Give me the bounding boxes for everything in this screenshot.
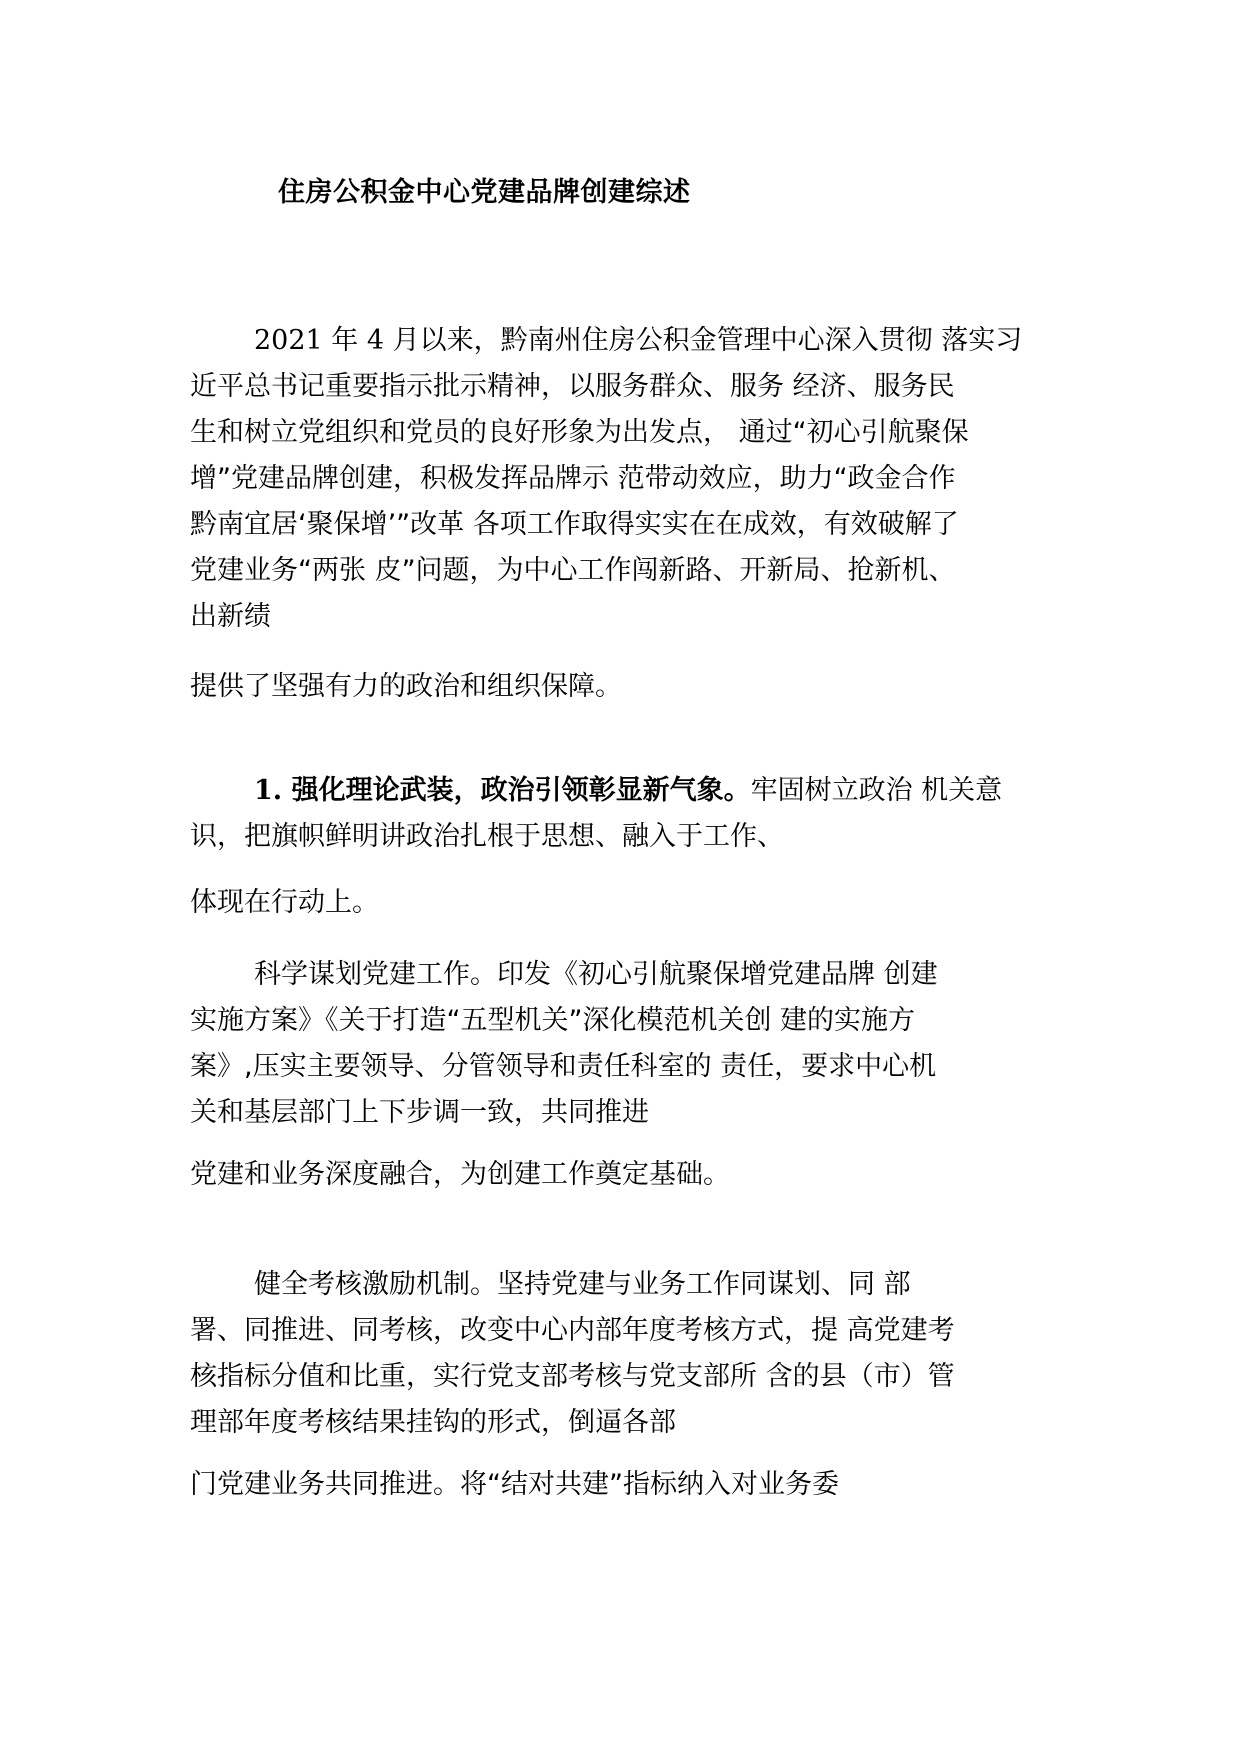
paragraph-line: 案》,压实主要领导、分管领导和责任科室的 责任，要求中心机 [190, 1051, 937, 1082]
plan-paragraph [190, 952, 1070, 1136]
year-text: 2021 [254, 325, 323, 356]
paragraph-line: 增”党建品牌创建，积极发挥品牌示 范带动效应，助力“政金合作 [190, 463, 956, 494]
plan-tail [190, 1152, 1070, 1198]
section-1-paragraph [190, 768, 1070, 860]
paragraph-text: 牢固树立政治 机关意 [750, 775, 1003, 806]
paragraph-line: 科学谋划党建工作。印发《初心引航聚保增党建品牌 创建 [254, 959, 938, 990]
document-title: 住房公积金中心党建品牌创建综述 [278, 177, 691, 208]
paragraph-line: 黔南宜居‘聚保增’”改革 各项工作取得实实在在成效，有效破解了 [190, 509, 959, 540]
assessment-tail [190, 1462, 1070, 1508]
intro-tail [190, 664, 1070, 710]
year-suffix: 年 [322, 325, 367, 356]
paragraph-line [190, 318, 1070, 364]
paragraph-line: 党建业务“两张 皮”问题，为中心工作闯新路、开新局、抢新机、 [190, 555, 956, 586]
assessment-paragraph [190, 1262, 1070, 1446]
paragraph-line: 实施方案》《关于打造“五型机关”深化模范机关创 建的实施方 [190, 1005, 916, 1036]
paragraph-line: 健全考核激励机制。坚持党建与业务工作同谋划、同 部 [254, 1269, 911, 1300]
paragraph-line: 生和树立党组织和党员的良好形象为出发点， 通过“初心引航聚保 [190, 417, 969, 448]
paragraph-line: 门党建业务共同推进。将“结对共建”指标纳入对业务委 [190, 1469, 839, 1500]
month-text: 4 [366, 325, 385, 356]
paragraph-line: 关和基层部门上下步调一致，共同推进 [190, 1097, 649, 1128]
paragraph-line: 识，把旗帜鲜明讲政治扎根于思想、融入于工作、 [190, 821, 784, 852]
section-number: 1. [254, 775, 283, 806]
section-heading: 强化理论武装，政治引领彰显新气象。 [282, 775, 751, 806]
paragraph-line: 理部年度考核结果挂钩的形式，倒逼各部 [190, 1407, 676, 1438]
section-1-tail [190, 880, 1070, 926]
paragraph-line: 提供了坚强有力的政治和组织保障。 [190, 671, 622, 702]
paragraph-line: 近平总书记重要指示批示精神，以服务群众、服务 经济、服务民 [190, 371, 955, 402]
paragraph-line: 署、同推进、同考核，改变中心内部年度考核方式，提 高党建考 [190, 1315, 955, 1346]
paragraph-line: 党建和业务深度融合，为创建工作奠定基础。 [190, 1159, 730, 1190]
paragraph-text: 月以来，黔南州住房公积金管理中心深入贯彻 落实习 [384, 325, 1023, 356]
intro-paragraph [190, 318, 1070, 640]
paragraph-line [190, 768, 1070, 814]
paragraph-line: 体现在行动上。 [190, 887, 379, 918]
paragraph-line: 核指标分值和比重，实行党支部考核与党支部所 含的县（市）管 [190, 1361, 955, 1392]
paragraph-line: 出新绩 [190, 601, 271, 632]
